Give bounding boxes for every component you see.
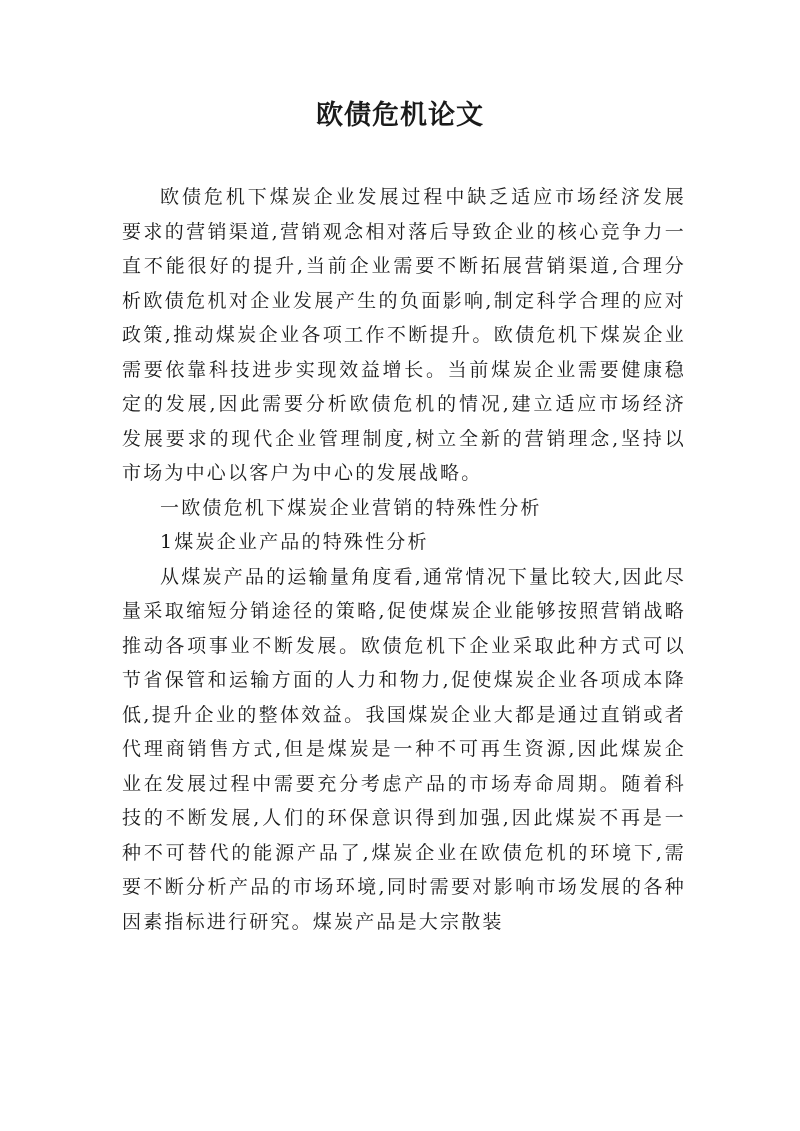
page-title: 欧债危机论文: [316, 100, 484, 131]
body-paragraph: 从煤炭产品的运输量角度看,通常情况下量比较大,因此尽量采取缩短分销途径的策略,促使煤炭企业能够按照营销战略推动各项事业不断发展。欧债危机下企业采取此种方式可以节省保管和运输方面的人力和物力,促使煤炭企业各项成本降低,提升企业的整体效益。我国煤炭企业大都是通过直销或者代理商销售方式,但是煤炭是一种不可再生资源,因此煤炭企业在发展过程中需要充分考虑产品的市场寿命周期。随着科技的不断发展,人们的环保意识得到加强,因此煤炭不再是一种不可替代的能源产品了,煤炭企业在欧债危机的环境下,需要不断分析产品的市场环境,同时需要对影响市场发展的各种因素指标进行研究。煤炭产品是大宗散装: [122, 565, 686, 933]
section-heading: 一欧债危机下煤炭企业营销的特殊性分析: [160, 496, 542, 519]
intro-paragraph: 欧债危机下煤炭企业发展过程中缺乏适应市场经济发展要求的营销渠道,营销观念相对落后导致企业的核心竞争力一直不能很好的提升,当前企业需要不断拓展营销渠道,合理分析欧债危机对企业发展产生的负面影响,制定科学合理的应对政策,推动煤炭企业各项工作不断提升。欧债危机下煤炭企业需要依靠科技进步实现效益增长。当前煤炭企业需要健康稳定的发展,因此需要分析欧债危机的情况,建立适应市场经济发展要求的现代企业管理制度,树立全新的营销理念,坚持以市场为中心以客户为中心的发展战略。: [122, 186, 686, 484]
document-body: [122, 180, 686, 939]
subsection-heading: 1煤炭企业产品的特殊性分析: [160, 531, 429, 553]
